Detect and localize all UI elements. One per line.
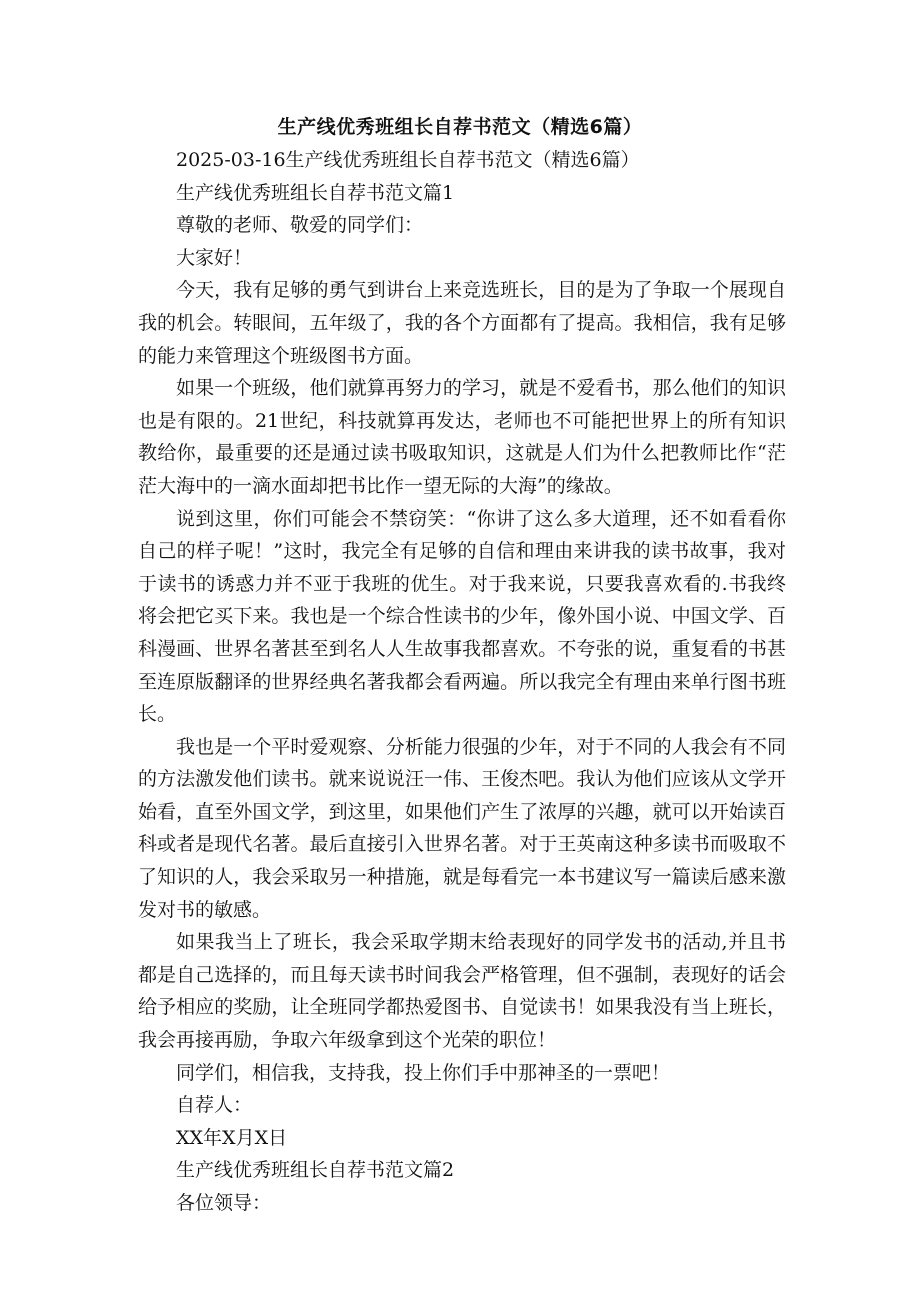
- signature-label: 自荐人：: [176, 1094, 253, 1117]
- paragraph-5: 如果我当上了班长，我会采取学期末给表现好的同学发书的活动,并且书都是自己选择的，而且每天读书时间我会严格管理，但不强制，表现好的话会给予相应的奖励，让全班同学都热爱图书、自觉读书！如果我没有当上班长，我会再接再励，争取六年级拿到这个光荣的职位！: [138, 931, 786, 1052]
- paragraph-4: 我也是一个平时爱观察、分析能力很强的少年，对于不同的人我会有不同的方法激发他们读书。就来说说汪一伟、王俊杰吧。我认为他们应该从文学开始看，直至外国文学，到这里，如果他们产生了浓厚的兴趣，就可以开始读百科或者是现代名著。最后直接引入世界名著。对于王英南这种多读书而吸取不了知识的人，我会采取另一种措施，就是每看完一本书建议写一篇读后感来激发对书的敏感。: [138, 735, 786, 921]
- greeting: 大家好！: [176, 246, 253, 269]
- date-line: 2025-03-16生产线优秀班组长自荐书范文（精选6篇）: [176, 149, 640, 171]
- closing-line: 同学们，相信我，支持我，投上你们手中那神圣的一票吧！: [176, 1061, 671, 1084]
- document-title: 生产线优秀班组长自荐书范文（精选6篇）: [277, 116, 643, 138]
- document-body: [138, 144, 786, 1220]
- salutation: 尊敬的老师、敬爱的同学们：: [176, 214, 424, 237]
- section-2-salutation: 各位领导：: [176, 1192, 272, 1214]
- paragraph-3: 说到这里，你们可能会不禁窃笑：“你讲了这么多大道理，还不如看看你自己的样子呢！”这时，我完全有足够的自信和理由来讲我的读书故事，我对于读书的诱惑力并不亚于我班的优生。对于我来说，只要我喜欢看的.书我终将会把它买下来。我也是一个综合性读书的少年，像外国小说、中国文学、百科漫画、世界名著甚至到名人人生故事我都喜欢。不夸张的说，重复看的书甚至连原版翻译的世界经典名著我都会看两遍。所以我完全有理由来单行图书班长。: [138, 507, 786, 726]
- section-2-heading: 生产线优秀班组长自荐书范文篇2: [176, 1159, 455, 1182]
- section-1-heading: 生产线优秀班组长自荐书范文篇1: [176, 181, 455, 204]
- paragraph-2: 如果一个班级，他们就算再努力的学习，就是不爱看书，那么他们的知识也是有限的。21世纪，科技就算再发达，老师也不可能把世界上的所有知识教给你，最重要的还是通过读书吸取知识，这就是人们为什么把教师比作“茫茫大海中的一滴水面却把书比作一望无际的大海”的缘故。: [138, 377, 786, 497]
- signature-date: XX年X月X日: [176, 1126, 288, 1149]
- paragraph-1: 今天，我有足够的勇气到讲台上来竞选班长，目的是为了争取一个展现自我的机会。转眼间，五年级了，我的各个方面都有了提高。我相信，我有足够的能力来管理这个班级图书方面。: [138, 279, 786, 367]
